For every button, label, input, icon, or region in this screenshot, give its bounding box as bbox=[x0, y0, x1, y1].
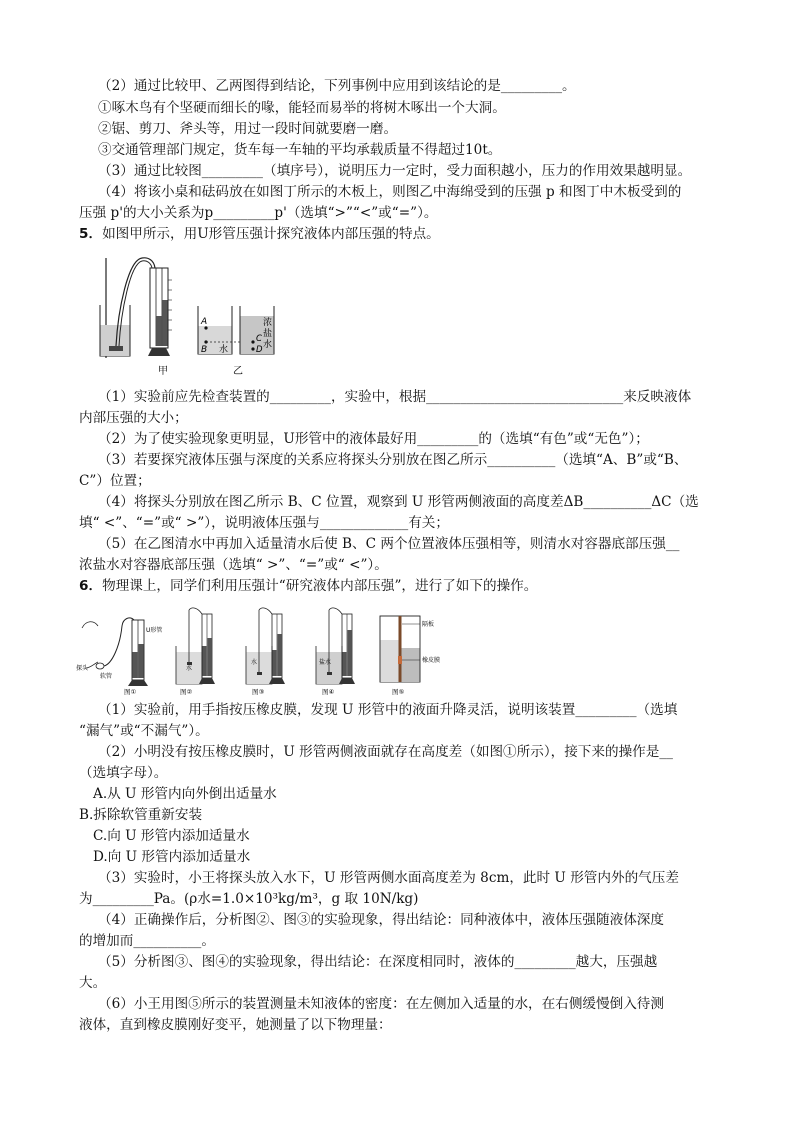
q4-option-3: ③交通管理部门规定，货车每一车轴的平均承载质量不得超过10t。 bbox=[98, 142, 502, 158]
caption-fig-4: 图④ bbox=[322, 688, 335, 696]
q5-part1-line2: 内部压强的大小； bbox=[79, 410, 188, 426]
q6-part3-line1: （3）实验时，小王将探头放入水下，U 形管两侧水面高度差为 8cm，此时 U 形管内外的气压差 bbox=[98, 870, 679, 886]
q4-part4-line1: （4）将该小桌和砝码放在如图丁所示的木板上，则图乙中海绵受到的压强 p 和图丁中木板受到的 bbox=[98, 184, 682, 200]
q6-option-a: A.从 U 形管内向外倒出适量水 bbox=[93, 786, 277, 802]
label-water-fig2: 水 bbox=[186, 665, 193, 672]
label-b: B bbox=[201, 345, 208, 355]
label-membrane: 橡皮膜 bbox=[422, 657, 441, 664]
q6-option-b: B.拆除软管重新安装 bbox=[79, 807, 203, 823]
q6-part5-line2: 大。 bbox=[79, 975, 107, 991]
q6-part2-line1: （2）小明没有按压橡皮膜时，U 形管两侧液面就存在高度差（如图①所示），接下来的操作是__ bbox=[98, 744, 673, 760]
label-probe: 探头 bbox=[76, 665, 89, 672]
q5-part5-line2: 浓盐水对容器底部压强（选填“ >”、“=”或“ <”）。 bbox=[79, 557, 388, 573]
q4-option-1: ①啄木鸟有个坚硬而细长的喙，能轻而易举的将树木啄出一个大洞。 bbox=[98, 100, 506, 116]
label-a: A bbox=[201, 317, 208, 327]
q6-part1-line1: （1）实验前，用手指按压橡皮膜，发现 U 形管中的液面升降灵活，说明该装置_________（选填 bbox=[98, 702, 678, 718]
label-board: 隔板 bbox=[422, 621, 435, 628]
q5-part5-line1: （5）在乙图清水中再加入适量清水后使 B、C 两个位置液体压强相等，则清水对容器底部压强__ bbox=[98, 536, 680, 552]
q5-number: 5． bbox=[79, 226, 103, 242]
q5-part3-line1: （3）若要探究液体压强与深度的关系应将探头分别放在图乙所示__________（选填“A、B”或“B、 bbox=[98, 452, 688, 468]
caption-fig-5: 图⑤ bbox=[392, 688, 405, 696]
q6-part6-line1: （6）小王用图⑤所示的装置测量未知液体的密度：在左侧加入适量的水，在右侧缓慢倒入待测 bbox=[98, 996, 664, 1012]
label-c: C bbox=[256, 334, 262, 344]
label-brine-1: 浓 bbox=[263, 318, 273, 328]
q6-part4-line2: 的增加而__________。 bbox=[79, 933, 215, 949]
q6-part4-line1: （4）正确操作后，分析图②、图③的实验现象，得出结论：同种液体中，液体压强随液体深度 bbox=[98, 912, 664, 928]
label-brine-fig4: 盐水 bbox=[319, 659, 332, 666]
q5-figure bbox=[92, 250, 297, 380]
q5-part1-line1: （1）实验前应先检查装置的_________，实验中，根据_____________________________来反映液体 bbox=[98, 389, 692, 405]
figure-2-water-shallow bbox=[176, 608, 215, 684]
q5-part4-line1: （4）将探头分别放在图乙所示 B、C 位置，观察到 U 形管两侧液面的高度差ΔB__________ΔC（选 bbox=[98, 494, 699, 510]
q5-part4-line2: 填“ <”、“=”或“ >”），说明液体压强与_____________有关； bbox=[79, 515, 449, 531]
u-tube-manometer bbox=[100, 258, 172, 358]
figure-1-manometer bbox=[82, 618, 148, 686]
q5-stem-text: 如图甲所示，用U形管压强计探究液体内部压强的特点。 bbox=[102, 226, 440, 242]
label-brine-3: 水 bbox=[263, 340, 273, 350]
figure-3-water-deep bbox=[246, 608, 285, 684]
caption-fig-3: 图③ bbox=[252, 688, 265, 696]
q6-part5-line1: （5）分析图③、图④的实验现象，得出结论：在深度相同时，液体的_________越大，压强越 bbox=[98, 954, 658, 970]
figure-4-brine bbox=[316, 608, 355, 684]
q6-stem bbox=[79, 576, 537, 596]
q6-part3-line2: 为_________Pa。(ρ水=1.0×10³kg/m³，g 取 10N/kg) bbox=[79, 891, 419, 907]
q6-figure bbox=[76, 606, 441, 696]
q6-option-d: D.向 U 形管内添加适量水 bbox=[93, 849, 251, 865]
q5-part3-line2: C”）位置； bbox=[79, 473, 151, 489]
label-d: D bbox=[256, 345, 263, 355]
label-water: 水 bbox=[219, 345, 229, 355]
caption-fig-2: 图② bbox=[180, 688, 193, 696]
caption-yi: 乙 bbox=[233, 366, 243, 377]
q5-stem bbox=[79, 224, 440, 244]
q4-option-2: ②锯、剪刀、斧头等，用过一段时间就要磨一磨。 bbox=[98, 121, 398, 137]
label-brine-2: 盐 bbox=[263, 329, 273, 339]
q5-part2: （2）为了使实验现象更明显，U形管中的液体最好用_________的（选填“有色”或“无色”）； bbox=[98, 431, 649, 447]
figure-5-divided-container bbox=[380, 616, 420, 682]
caption-fig-1: 图① bbox=[124, 688, 137, 696]
q6-number: 6． bbox=[79, 578, 103, 594]
q6-option-c: C.向 U 形管内添加适量水 bbox=[93, 828, 250, 844]
label-water-fig3: 水 bbox=[251, 659, 258, 666]
label-hose: 软管 bbox=[100, 673, 113, 680]
q6-part2-line2: （选填字母）。 bbox=[79, 765, 168, 781]
q6-stem-text: 物理课上，同学们利用压强计“研究液体内部压强”，进行了如下的操作。 bbox=[102, 578, 538, 594]
q6-part6-line2: 液体，直到橡皮膜刚好变平，她测量了以下物理量： bbox=[79, 1017, 392, 1033]
q4-part2: （2）通过比较甲、乙两图得到结论，下列事例中应用到该结论的是_________。 bbox=[98, 78, 576, 94]
q6-part1-line2: “漏气”或“不漏气”）。 bbox=[79, 723, 209, 739]
q4-part3: （3）通过比较图_________（填序号），说明压力一定时，受力面积越小，压力的作用效果越明显。 bbox=[98, 163, 692, 179]
label-u-tube: U形管 bbox=[146, 627, 163, 634]
q4-part4-line2: 压强 p'的大小关系为p_________p'（选填“>”“<”或“=”）。 bbox=[79, 205, 438, 221]
caption-jia: 甲 bbox=[158, 366, 168, 377]
